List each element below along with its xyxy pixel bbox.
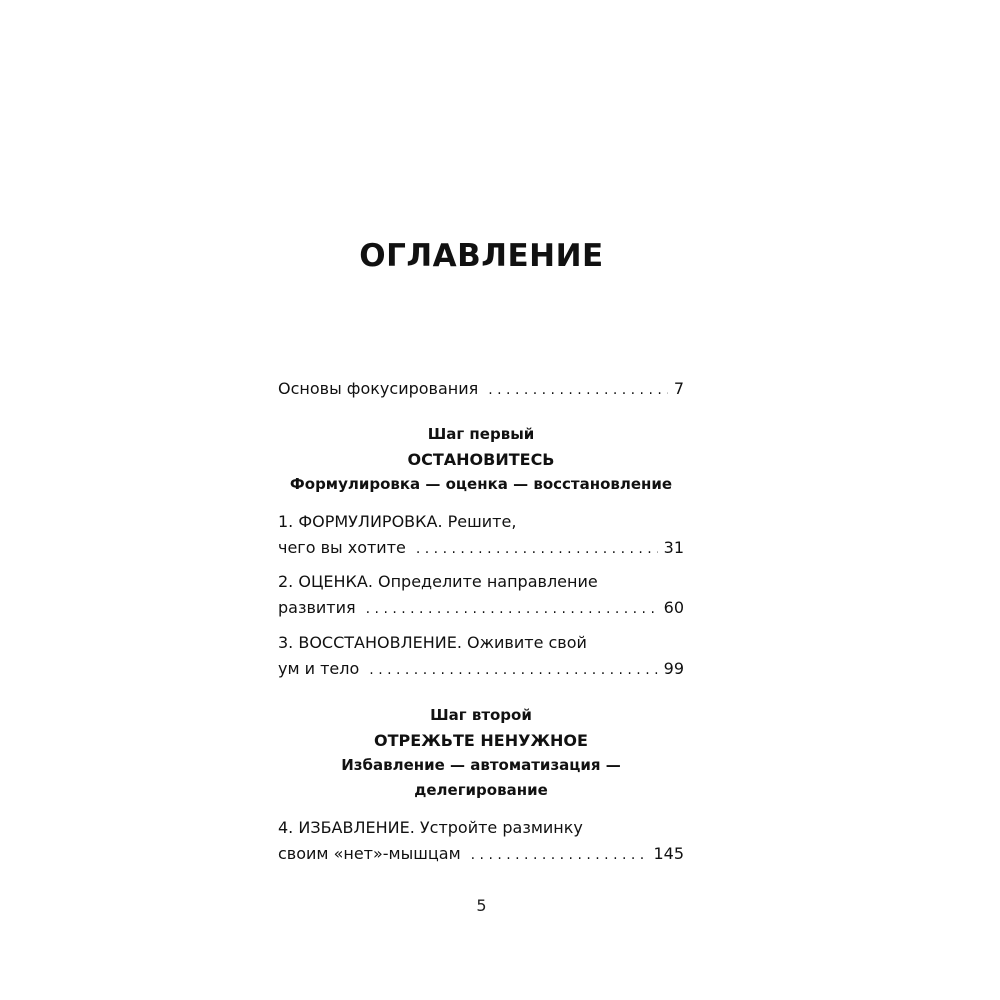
toc-entry-title: 1. ФОРМУЛИРОВКА. Решите, — [278, 512, 517, 531]
toc-entry-title-cont: ум и тело — [278, 659, 360, 678]
step-name: ОТРЕЖЬТЕ НЕНУЖНОЕ — [374, 731, 588, 750]
step-label: Шаг второй — [430, 706, 532, 724]
page-number: 5 — [476, 896, 487, 915]
toc-page-number: 60 — [663, 598, 684, 617]
step-heading-1 — [278, 422, 684, 497]
toc-entry-chapter-1 — [278, 509, 684, 562]
toc-entry-title: 2. ОЦЕНКА. Определите направление — [278, 572, 598, 591]
toc-entry-title: Основы фокусирования — [278, 379, 479, 398]
toc-page-number: 145 — [653, 844, 684, 863]
dot-leader — [366, 596, 658, 622]
toc-entry-chapter-4 — [278, 815, 684, 868]
toc-entry-title-cont: развития — [278, 598, 356, 617]
dot-leader — [488, 377, 668, 403]
step-label: Шаг первый — [427, 425, 535, 443]
step-subtitle-cont: делегирование — [414, 781, 548, 799]
dot-leader — [369, 657, 657, 683]
toc-entry-title: 3. ВОССТАНОВЛЕНИЕ. Оживите свой — [278, 633, 587, 652]
toc-entry-title-cont: своим «нет»-мышцам — [278, 844, 461, 863]
step-subtitle: Формулировка — оценка — восстановление — [289, 475, 673, 493]
toc-page-number: 99 — [663, 659, 684, 678]
step-subtitle: Избавление — автоматизация — — [341, 756, 621, 774]
toc-entry-intro — [278, 376, 684, 403]
toc-page-number: 7 — [673, 379, 684, 398]
dot-leader — [416, 536, 658, 562]
step-heading-2 — [278, 703, 684, 803]
toc-page-number: 31 — [663, 538, 684, 557]
page-title: ОГЛАВЛЕНИЕ — [359, 238, 604, 274]
toc-entry-chapter-3 — [278, 630, 684, 683]
toc-entry-title-cont: чего вы хотите — [278, 538, 406, 557]
toc-entry-chapter-2 — [278, 569, 684, 622]
toc-entry-title: 4. ИЗБАВЛЕНИЕ. Устройте разминку — [278, 818, 583, 837]
dot-leader — [471, 842, 648, 868]
step-name: ОСТАНОВИТЕСЬ — [407, 450, 555, 469]
